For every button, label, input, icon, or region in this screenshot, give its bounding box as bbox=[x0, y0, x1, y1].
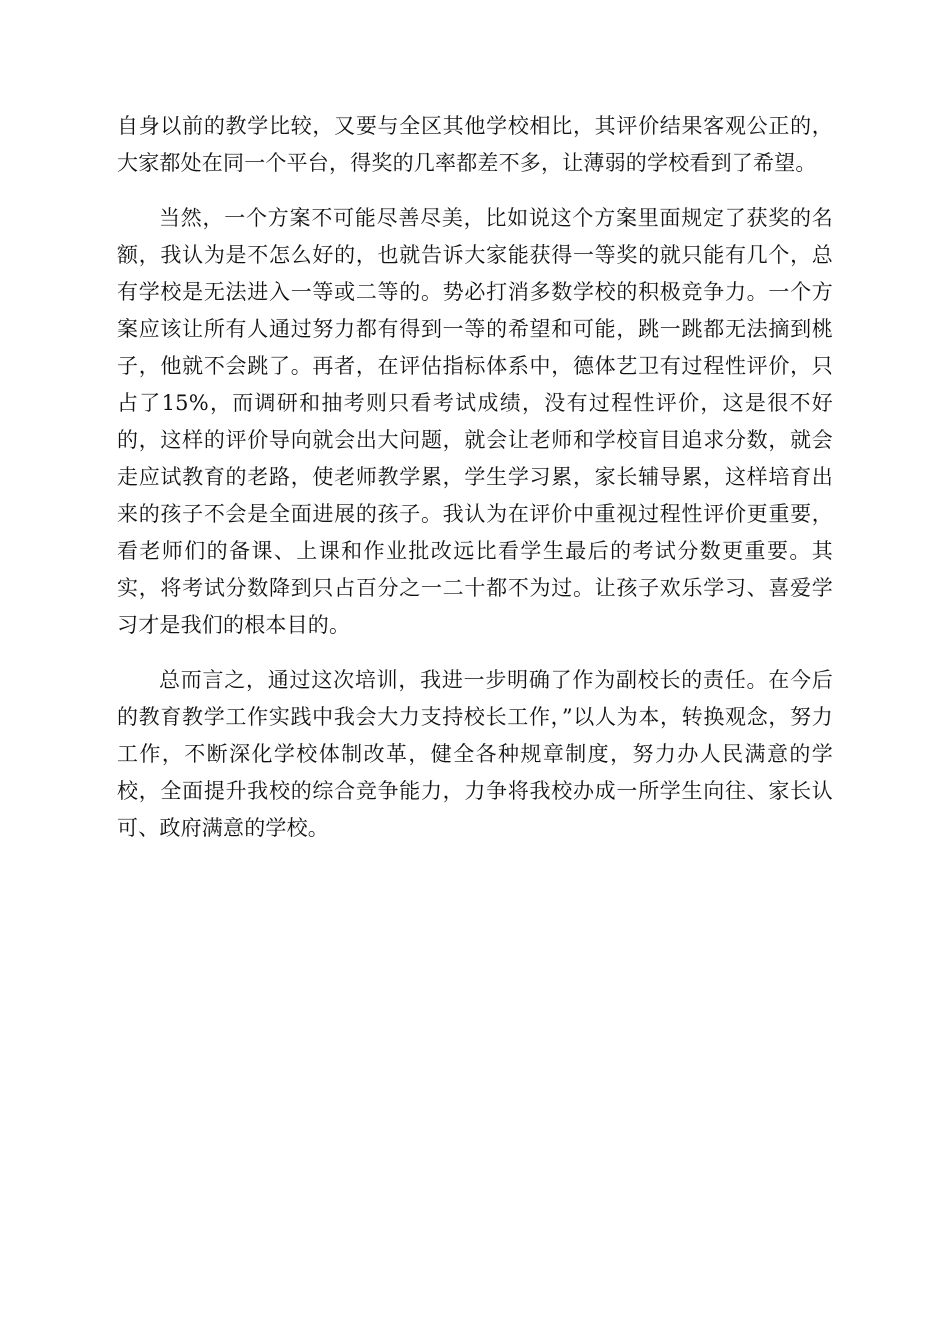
document-body bbox=[117, 108, 833, 865]
paragraph-conclusion: 总而言之，通过这次培训，我进一步明确了作为副校长的责任。在今后的教育教学工作实践中我会大力支持校长工作，”以人为本，转换观念，努力工作，不断深化学校体制改革，健全各种规章制度，努力办人民满意的学校，全面提升我校的综合竞争能力，力争将我校办成一所学生向往、家长认可、政府满意的学校。 bbox=[117, 668, 833, 840]
paragraph-continuation: 自身以前的教学比较，又要与全区其他学校相比，其评价结果客观公正的，大家都处在同一个平台，得奖的几率都差不多，让薄弱的学校看到了希望。 bbox=[117, 114, 833, 175]
paragraph-evaluation-critique: 当然，一个方案不可能尽善尽美，比如说这个方案里面规定了获奖的名额，我认为是不怎么好的，也就告诉大家能获得一等奖的就只能有几个，总有学校是无法进入一等或二等的。势必打消多数学校的积极竞争力。一个方案应该让所有人通过努力都有得到一等的希望和可能，跳一跳都无法摘到桃子，他就不会跳了。再者，在评估指标体系中，德体艺卫有过程性评价，只占了15%，而调研和抽考则只看考试成绩，没有过程性评价，这是很不好的，这样的评价导向就会出大问题，就会让老师和学校盲目追求分数，就会走应试教育的老路，使老师教学累，学生学习累，家长辅导累，这样培育出来的孩子不会是全面进展的孩子。我认为在评价中重视过程性评价更重要，看老师们的备课、上课和作业批改远比看学生最后的考试分数更重要。其实，将考试分数降到只占百分之一二十都不为过。让孩子欢乐学习、喜爱学习才是我们的根本目的。 bbox=[117, 206, 833, 637]
